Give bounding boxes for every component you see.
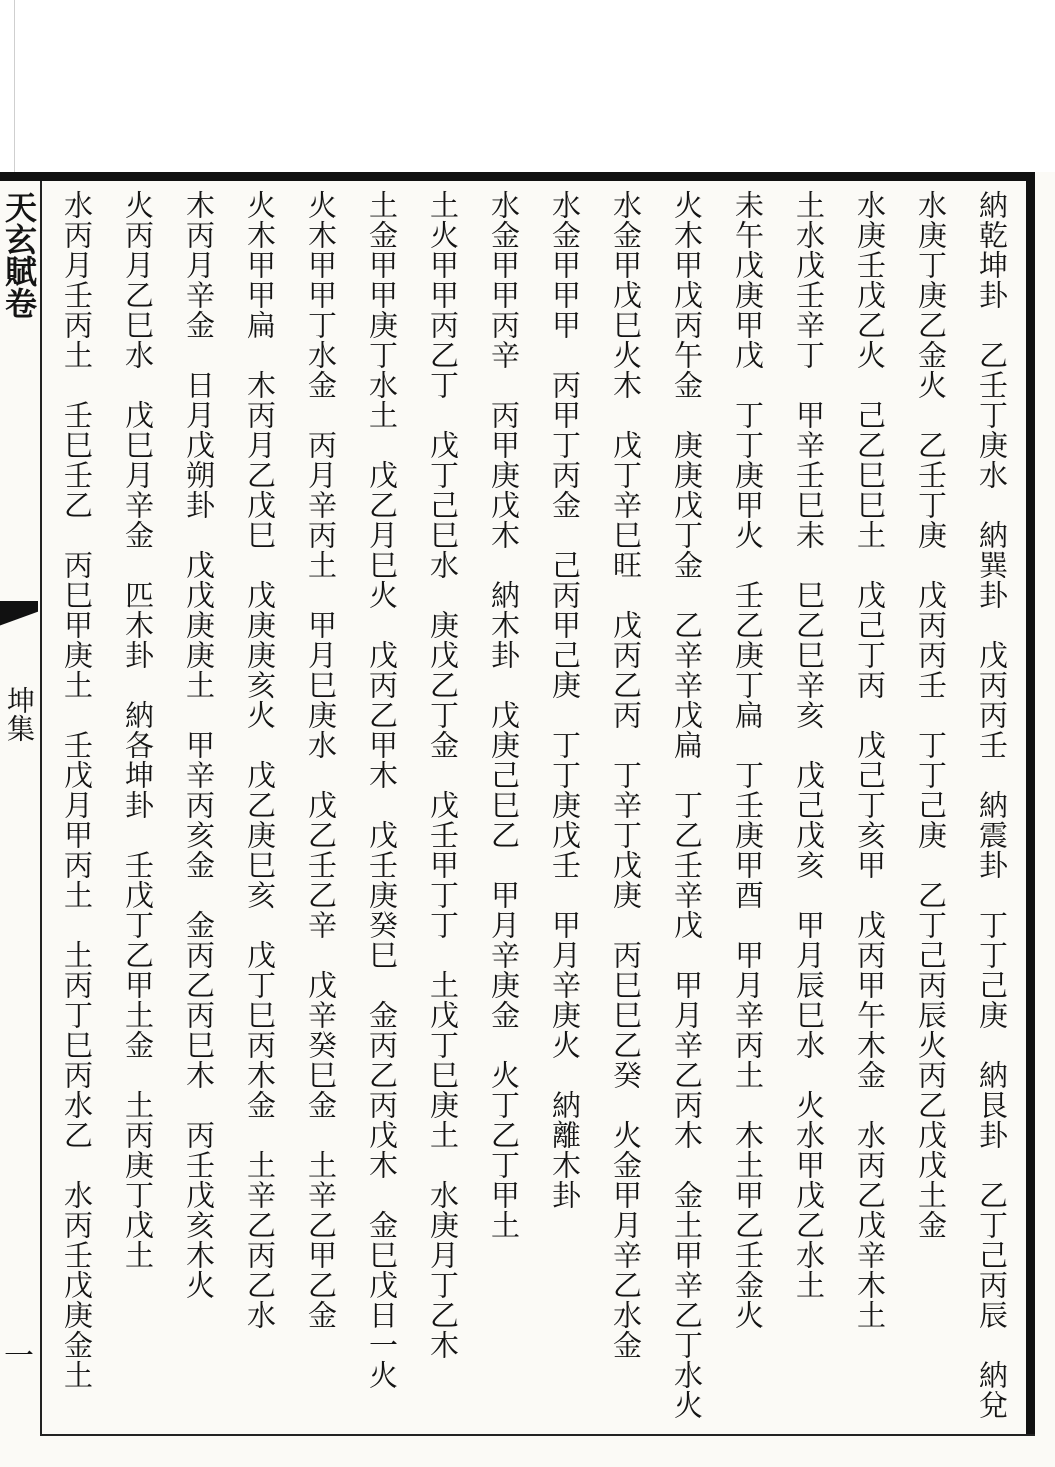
frame-right-border: [1026, 172, 1035, 1434]
text-column-9: 水金甲甲丙辛 丙甲庚戊木 納木卦 戊庚己巳乙 甲月辛庚金 火丁乙丁甲土: [487, 190, 521, 1240]
text-column-2: 水庚丁庚乙金火 乙壬丁庚 戊丙丙壬 丁丁己庚 乙丁己丙辰火丙乙戊戊土金: [914, 190, 948, 1240]
text-column-7: 水金甲戊巳火木 戊丁辛巳旺 戊丙乙丙 丁辛丁戊庚 丙巳巳乙癸 火金甲月辛乙水金: [609, 190, 643, 1360]
text-columns: [46, 190, 1022, 1430]
gutter-line: [0, 0, 15, 172]
text-column-15: 火丙月乙巳水 戊巳月辛金 匹木卦 納各坤卦 壬戊丁乙甲土金 土丙庚丁戊土: [121, 190, 155, 1270]
folio-number: 一: [4, 1339, 34, 1374]
margin-volume-label: 坤集: [3, 686, 36, 742]
text-column-5: 未午戊庚甲戊 丁丁庚甲火 壬乙庚丁扁 丁壬庚甲酉 甲月辛丙土 木土甲乙壬金火: [731, 190, 765, 1330]
blank-top-margin: [0, 0, 1055, 172]
frame-top-border: [0, 172, 1034, 181]
fish-tail-mark-icon: [0, 601, 38, 641]
frame-bottom-edge: [40, 1434, 1035, 1436]
margin-title: 天玄賦卷: [0, 191, 38, 319]
page-margin-column: [0, 181, 42, 1434]
text-column-1: 納乾坤卦 乙壬丁庚水 納巽卦 戊丙丙壬 納震卦 丁丁己庚 納艮卦 乙丁己丙辰 納兌: [975, 190, 1009, 1420]
text-column-8: 水金甲甲甲 丙甲丁丙金 己丙甲己庚 丁丁庚戊壬 甲月辛庚火 納離木卦: [548, 190, 582, 1210]
text-column-4: 土水戊壬辛丁 甲辛壬巳未 巳乙巳辛亥 戊己戊亥 甲月辰巳水 火水甲戊乙水土: [792, 190, 826, 1300]
text-column-13: 火木甲甲扁 木丙月乙戊巳 戊庚庚亥火 戊乙庚巳亥 戊丁巳丙木金 土辛乙丙乙水: [243, 190, 277, 1330]
text-column-12: 火木甲甲丁水金 丙月辛丙土 甲月巳庚水 戊乙壬乙辛 戊辛癸巳金 土辛乙甲乙金: [304, 190, 338, 1330]
text-column-10: 土火甲甲丙乙丁 戊丁己巳水 庚戊乙丁金 戊壬甲丁丁 土戊丁巳庚土 水庚月丁乙木: [426, 190, 460, 1360]
text-column-14: 木丙月辛金 日月戊朔卦 戊戊庚庚土 甲辛丙亥金 金丙乙丙巳木 丙壬戊亥木火: [182, 190, 216, 1300]
text-column-11: 土金甲甲庚丁水土 戊乙月巳火 戊丙乙甲木 戊壬庚癸巳 金丙乙丙戊木 金巳戊日一火: [365, 190, 399, 1390]
text-column-6: 火木甲戊丙午金 庚庚戊丁金 乙辛辛戊扁 丁乙壬辛戊 甲月辛乙丙木 金土甲辛乙丁水火: [670, 190, 704, 1420]
text-column-3: 水庚壬戊乙火 己乙巳巳土 戊己丁丙 戊己丁亥甲 戊丙甲午木金 水丙乙戊辛木土: [853, 190, 887, 1330]
text-column-16: 水丙月壬丙土 壬巳壬乙 丙巳甲庚土 壬戊月甲丙土 土丙丁巳丙水乙 水丙壬戊庚金土: [60, 190, 94, 1390]
